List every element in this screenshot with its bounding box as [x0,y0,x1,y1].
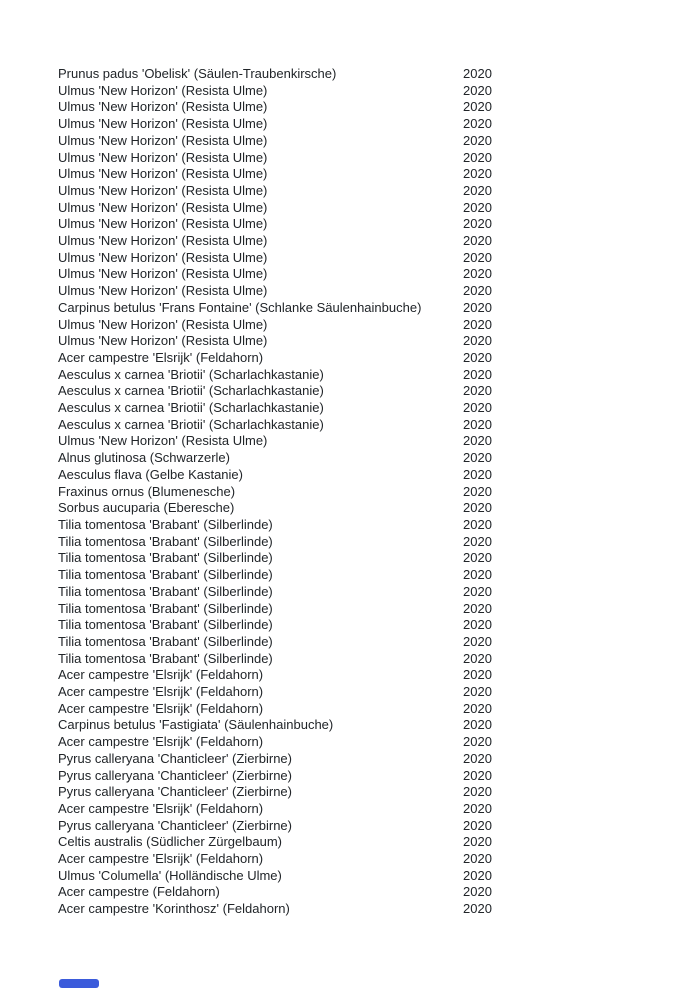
planting-year: 2020 [463,182,492,198]
species-name: Ulmus 'New Horizon' (Resista Ulme) [58,316,268,332]
planting-year: 2020 [463,199,492,215]
planting-year: 2020 [463,583,492,599]
planting-year: 2020 [463,249,492,265]
planting-year: 2020 [463,784,492,800]
table-row [58,166,523,183]
planting-year: 2020 [463,66,492,81]
planting-year: 2020 [463,650,492,666]
planting-year: 2020 [463,433,492,449]
table-row [58,133,523,150]
table-row [58,851,523,868]
table-row [58,66,523,83]
species-name: Aesculus flava (Gelbe Kastanie) [58,466,243,482]
table-row [58,801,523,818]
species-name: Acer campestre 'Elsrijk' (Feldahorn) [58,349,264,365]
table-row [58,517,523,534]
planting-year: 2020 [463,116,492,132]
species-name: Acer campestre 'Elsrijk' (Feldahorn) [58,667,264,683]
species-name: Carpinus betulus 'Frans Fontaine' (Schlanke Säulenhainbuche) [58,299,422,315]
table-row [58,116,523,133]
planting-year: 2020 [463,884,492,900]
table-row [58,250,523,267]
planting-year: 2020 [463,283,492,299]
table-row [58,617,523,634]
species-name: Ulmus 'New Horizon' (Resista Ulme) [58,99,268,115]
species-name: Tilia tomentosa 'Brabant' (Silberlinde) [58,550,273,566]
table-row [58,601,523,618]
planting-year: 2020 [463,600,492,616]
table-row [58,868,523,885]
species-name: Tilia tomentosa 'Brabant' (Silberlinde) [58,516,273,532]
table-row [58,701,523,718]
species-name: Aesculus x carnea 'Briotii' (Scharlachkastanie) [58,416,324,432]
species-name: Prunus padus 'Obelisk' (Säulen-Traubenkirsche) [58,66,337,81]
species-name: Tilia tomentosa 'Brabant' (Silberlinde) [58,583,273,599]
species-name: Ulmus 'New Horizon' (Resista Ulme) [58,116,268,132]
species-name: Tilia tomentosa 'Brabant' (Silberlinde) [58,567,273,583]
table-row [58,550,523,567]
species-name: Acer campestre 'Elsrijk' (Feldahorn) [58,734,264,750]
table-row [58,467,523,484]
table-row [58,317,523,334]
partial-blue-button[interactable] [59,979,99,988]
species-name: Ulmus 'New Horizon' (Resista Ulme) [58,182,268,198]
species-name: Pyrus calleryana 'Chanticleer' (Zierbirne) [58,750,292,766]
table-row [58,818,523,835]
species-name: Ulmus 'New Horizon' (Resista Ulme) [58,199,268,215]
table-row [58,333,523,350]
table-row [58,567,523,584]
planting-year: 2020 [463,817,492,833]
species-name: Fraxinus ornus (Blumenesche) [58,483,236,499]
planting-year: 2020 [463,383,492,399]
planting-year: 2020 [463,633,492,649]
table-row [58,83,523,100]
table-row [58,584,523,601]
species-name: Tilia tomentosa 'Brabant' (Silberlinde) [58,633,273,649]
species-name: Ulmus 'New Horizon' (Resista Ulme) [58,216,268,232]
species-name: Ulmus 'New Horizon' (Resista Ulme) [58,132,268,148]
planting-year: 2020 [463,800,492,816]
table-row [58,350,523,367]
planting-year: 2020 [463,684,492,700]
table-row [58,484,523,501]
table-row [58,901,523,918]
planting-year: 2020 [463,149,492,165]
planting-year: 2020 [463,667,492,683]
planting-year: 2020 [463,717,492,733]
table-row [58,233,523,250]
table-row [58,884,523,901]
species-name: Ulmus 'New Horizon' (Resista Ulme) [58,82,268,98]
species-name: Ulmus 'New Horizon' (Resista Ulme) [58,333,268,349]
table-row [58,834,523,851]
table-row [58,634,523,651]
table-row [58,99,523,116]
table-row [58,300,523,317]
planting-year: 2020 [463,500,492,516]
table-row [58,183,523,200]
planting-year: 2020 [463,767,492,783]
planting-year: 2020 [463,82,492,98]
species-name: Pyrus calleryana 'Chanticleer' (Zierbirne) [58,767,292,783]
planting-year: 2020 [463,166,492,182]
planting-year: 2020 [463,901,492,917]
planting-year: 2020 [463,516,492,532]
planting-year: 2020 [463,750,492,766]
planting-year: 2020 [463,233,492,249]
table-row [58,266,523,283]
species-name: Pyrus calleryana 'Chanticleer' (Zierbirne) [58,784,292,800]
species-name: Ulmus 'New Horizon' (Resista Ulme) [58,149,268,165]
species-name: Celtis australis (Südlicher Zürgelbaum) [58,834,282,850]
table-row [58,751,523,768]
table-row [58,367,523,384]
table-row [58,768,523,785]
species-name: Acer campestre 'Elsrijk' (Feldahorn) [58,851,264,867]
species-name: Aesculus x carnea 'Briotii' (Scharlachkastanie) [58,366,324,382]
table-row [58,200,523,217]
planting-year: 2020 [463,132,492,148]
species-name: Tilia tomentosa 'Brabant' (Silberlinde) [58,650,273,666]
table-row [58,651,523,668]
table-row [58,734,523,751]
planting-year: 2020 [463,617,492,633]
planting-year: 2020 [463,216,492,232]
species-name: Tilia tomentosa 'Brabant' (Silberlinde) [58,533,273,549]
planting-year: 2020 [463,349,492,365]
planting-year: 2020 [463,483,492,499]
table-row [58,417,523,434]
table-row [58,150,523,167]
table-row [58,400,523,417]
planting-year: 2020 [463,333,492,349]
species-name: Acer campestre 'Elsrijk' (Feldahorn) [58,700,264,716]
species-name: Acer campestre 'Elsrijk' (Feldahorn) [58,800,264,816]
species-name: Ulmus 'New Horizon' (Resista Ulme) [58,433,268,449]
species-name: Tilia tomentosa 'Brabant' (Silberlinde) [58,600,273,616]
table-row [58,667,523,684]
species-name: Ulmus 'Columella' (Holländische Ulme) [58,867,282,883]
table-row [58,534,523,551]
table-row [58,216,523,233]
table-row [58,500,523,517]
planting-year: 2020 [463,450,492,466]
tree-list [58,66,523,918]
planting-year: 2020 [463,700,492,716]
planting-year: 2020 [463,416,492,432]
species-name: Pyrus calleryana 'Chanticleer' (Zierbirne) [58,817,292,833]
planting-year: 2020 [463,400,492,416]
species-name: Acer campestre (Feldahorn) [58,884,220,900]
planting-year: 2020 [463,550,492,566]
table-row [58,717,523,734]
species-name: Aesculus x carnea 'Briotii' (Scharlachkastanie) [58,400,324,416]
planting-year: 2020 [463,316,492,332]
species-name: Ulmus 'New Horizon' (Resista Ulme) [58,166,268,182]
species-name: Ulmus 'New Horizon' (Resista Ulme) [58,233,268,249]
planting-year: 2020 [463,533,492,549]
table-row [58,784,523,801]
planting-year: 2020 [463,466,492,482]
table-row [58,283,523,300]
planting-year: 2020 [463,734,492,750]
species-name: Ulmus 'New Horizon' (Resista Ulme) [58,283,268,299]
planting-year: 2020 [463,834,492,850]
planting-year: 2020 [463,266,492,282]
table-row [58,383,523,400]
species-name: Tilia tomentosa 'Brabant' (Silberlinde) [58,617,273,633]
species-name: Acer campestre 'Elsrijk' (Feldahorn) [58,684,264,700]
species-name: Ulmus 'New Horizon' (Resista Ulme) [58,249,268,265]
planting-year: 2020 [463,851,492,867]
planting-year: 2020 [463,99,492,115]
planting-year: 2020 [463,567,492,583]
species-name: Aesculus x carnea 'Briotii' (Scharlachkastanie) [58,383,324,399]
table-row [58,684,523,701]
planting-year: 2020 [463,299,492,315]
planting-year: 2020 [463,366,492,382]
species-name: Ulmus 'New Horizon' (Resista Ulme) [58,266,268,282]
species-name: Acer campestre 'Korinthosz' (Feldahorn) [58,901,290,917]
table-row [58,450,523,467]
planting-year: 2020 [463,867,492,883]
table-row [58,433,523,450]
species-name: Sorbus aucuparia (Eberesche) [58,500,235,516]
species-name: Alnus glutinosa (Schwarzerle) [58,450,230,466]
species-name: Carpinus betulus 'Fastigiata' (Säulenhainbuche) [58,717,334,733]
